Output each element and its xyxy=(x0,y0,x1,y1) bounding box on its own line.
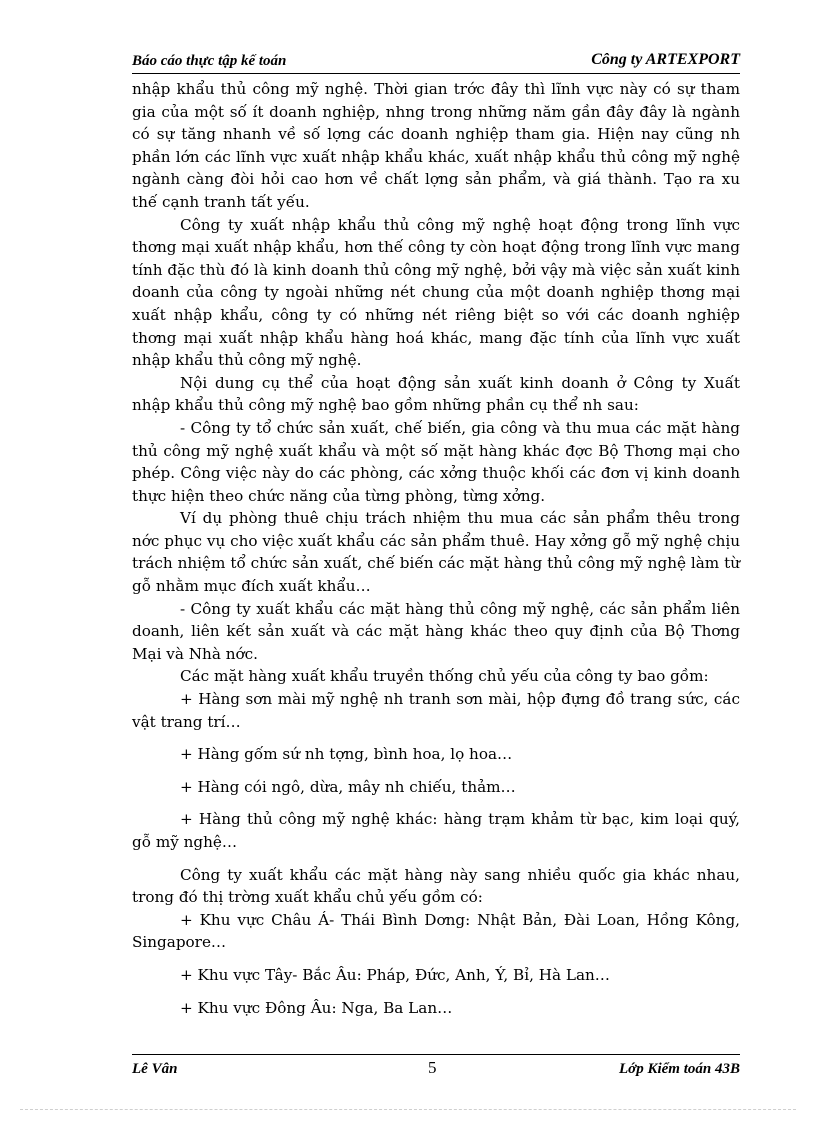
paragraph: Công ty xuất khẩu các mặt hàng này sang nhiều quốc gia khác nhau, trong đó thị trờng xuất khẩu chủ yếu gồm có: xyxy=(132,865,740,907)
header-report-title: Báo cáo thực tập kế toán xyxy=(132,53,287,69)
list-item: + Hàng gốm sứ nh tợng, bình hoa, lọ hoa… xyxy=(180,745,513,764)
list-item: + Hàng cói ngô, dừa, mây nh chiếu, thảm… xyxy=(180,777,516,796)
paragraph: - Công ty xuất khẩu các mặt hàng thủ công mỹ nghệ, các sản phẩm liên doanh, liên kết sản xuất và các mặt hàng khác theo quy định của Bộ Thơng Mại và Nhà nớc. xyxy=(132,599,740,663)
paragraph: nhập khẩu thủ công mỹ nghệ. Thời gian trớc đây thì lĩnh vực này có sự tham gia của một số ít doanh nghiệp, nhng trong những năm gần đây đây là ngành có sự tăng nhanh về số lợng các doanh nghiệp tham gia. Hiện nay cũng nh phần lớn các lĩnh vực xuất nhập khẩu khác, xuất nhập khẩu thủ công mỹ nghệ ngành càng đòi hỏi cao hơn về chất lợng sản phẩm, và giá thành. Tạo ra xu thế cạnh tranh tất yếu. xyxy=(132,80,740,211)
page-edge-divider xyxy=(20,1109,796,1110)
footer-author: Lê Vân xyxy=(132,1061,178,1077)
list-item: + Khu vực Tây- Bắc Âu: Pháp, Đức, Anh, Ý, Bỉ, Hà Lan… xyxy=(180,965,610,984)
list-item: + Hàng sơn mài mỹ nghệ nh tranh sơn mài, hộp đựng đồ trang sức, các vật trang trí… xyxy=(132,690,740,731)
paragraph: - Công ty tổ chức sản xuất, chế biến, gia công và thu mua các mặt hàng thủ công mỹ nghệ xuất khẩu và một số mặt hàng khác đợc Bộ Thơng mại cho phép. Công việc này do các phòng, các xởng thuộc khối các đơn vị kinh doanh thực hiện theo chức năng của từng phòng, từng xởng. xyxy=(132,418,740,505)
document-body xyxy=(132,78,740,1019)
paragraph: Ví dụ phòng thuê chịu trách nhiệm thu mua các sản phẩm thêu trong nớc phục vụ cho việc xuất khẩu các sản phẩm thuê. Hay xởng gỗ mỹ nghệ chịu trách nhiệm tổ chức sản xuất, chế biến các mặt hàng thủ công mỹ nghệ làm từ gỗ nhằm mục đích xuất khẩu… xyxy=(132,509,740,596)
list-item: + Khu vực Đông Âu: Nga, Ba Lan… xyxy=(180,998,453,1017)
footer-divider xyxy=(132,1054,740,1055)
header-divider xyxy=(132,73,740,74)
paragraph: Các mặt hàng xuất khẩu truyền thống chủ yếu của công ty bao gồm: xyxy=(180,667,709,686)
page-footer xyxy=(132,1058,740,1082)
paragraph: Công ty xuất nhập khẩu thủ công mỹ nghệ hoạt động trong lĩnh vực thơng mại xuất nhập khẩu, hơn thế công ty còn hoạt động trong lĩnh vực mang tính đặc thù đó là kinh doanh thủ công mỹ nghệ, bởi vậy mà việc sản xuất kinh doanh của công ty ngoài những nét chung của một doanh nghiệp thơng mại xuất nhập khẩu, công ty có những nét riêng biệt so với các doanh nghiệp thơng mại xuất nhập khẩu hàng hoá khác, mang đặc tính của lĩnh vực xuất nhập khẩu thủ công mỹ nghệ. xyxy=(132,215,740,370)
header-company-name: Công ty ARTEXPORT xyxy=(591,51,740,68)
list-item: + Khu vực Châu Á- Thái Bình Dơng: Nhật Bản, Đài Loan, Hồng Kông, Singapore… xyxy=(132,910,740,952)
list-item: + Hàng thủ công mỹ nghệ khác: hàng trạm khảm từ bạc, kim loại quý, gỗ mỹ nghệ… xyxy=(132,810,740,851)
page-header xyxy=(132,49,740,73)
paragraph: Nội dung cụ thể của hoạt động sản xuất kinh doanh ở Công ty Xuất nhập khẩu thủ công mỹ nghệ bao gồm những phần cụ thể nh sau: xyxy=(132,373,740,415)
page-number: 5 xyxy=(428,1058,437,1077)
footer-class-name: Lớp Kiểm toán 43B xyxy=(619,1061,740,1077)
